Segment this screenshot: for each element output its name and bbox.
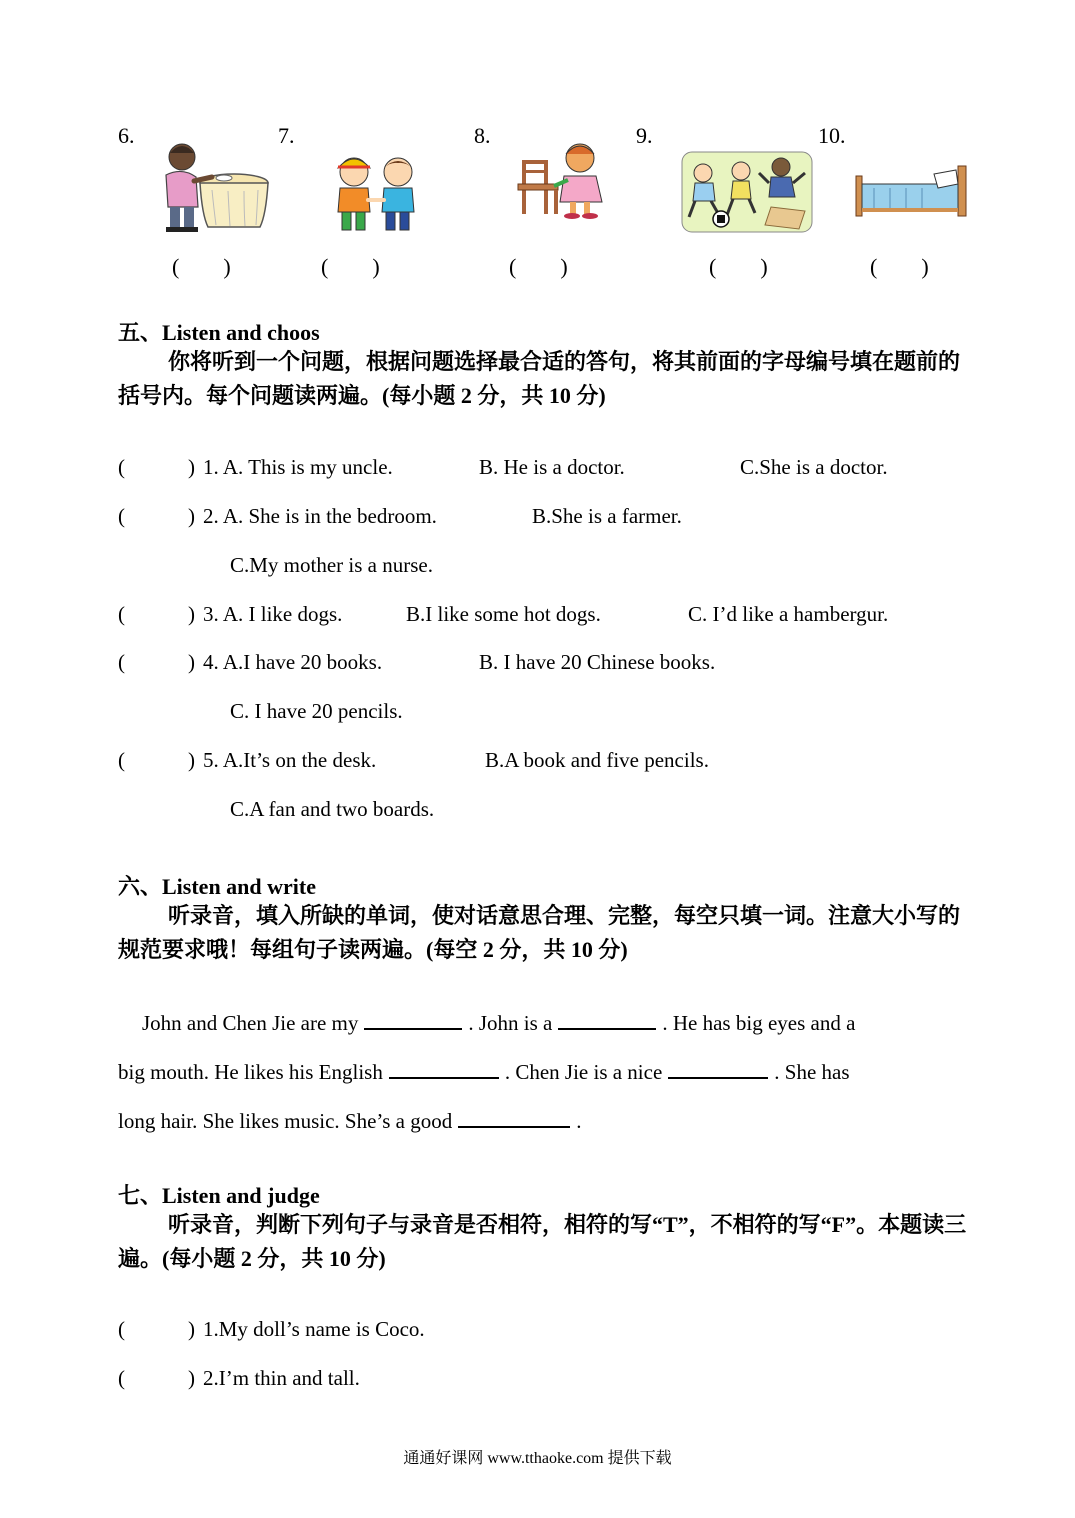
s6-blank-3[interactable] — [389, 1057, 499, 1079]
section6-instruction: 听录音，填入所缺的单词，使对话意思合理、完整，每空只填一词。注意大小写的规范要求哦！每组句子读两遍。(每空 2 分，共 10 分) — [118, 903, 961, 962]
picture-number-6: 6. — [118, 123, 135, 148]
s5-q1-close-paren: ) — [188, 455, 195, 479]
picture-number-7: 7. — [278, 123, 295, 148]
s6-blank-4[interactable] — [668, 1057, 768, 1079]
s5-q5-option-b: B.A book and five pencils. — [485, 748, 709, 772]
s5-q1-option-c: C.She is a doctor. — [740, 455, 888, 479]
s6-line2-text-a: big mouth. He likes his English — [118, 1060, 383, 1084]
s5-q2-option-a: 2. A. She is in the bedroom. — [203, 504, 437, 528]
s5-q1-option-b: B. He is a doctor. — [479, 455, 625, 479]
section7-title: 七、Listen and judge — [118, 1183, 320, 1208]
girl-with-chair-image — [514, 140, 618, 220]
s5-q5-option-c: C.A fan and two boards. — [230, 797, 435, 821]
picture-answer-paren-7[interactable]: ( ) — [321, 254, 380, 279]
s7-q2-close-paren: ) — [188, 1366, 195, 1390]
s6-line1-text-c: . He has big eyes and a — [662, 1011, 856, 1035]
s5-q3-close-paren: ) — [188, 602, 195, 626]
s5-q4-close-paren: ) — [188, 650, 195, 674]
s5-q1-open-paren[interactable]: ( — [118, 455, 125, 479]
s5-q4-open-paren[interactable]: ( — [118, 650, 125, 674]
waiter-at-table-image — [152, 135, 272, 235]
picture-answer-paren-6[interactable]: ( ) — [172, 254, 231, 279]
s7-q1-statement: 1.My doll’s name is Coco. — [203, 1317, 425, 1341]
s5-q5-open-paren[interactable]: ( — [118, 748, 125, 772]
picture-answer-paren-8[interactable]: ( ) — [509, 254, 568, 279]
s6-blank-5[interactable] — [458, 1106, 570, 1128]
s6-line-3 — [118, 1106, 963, 1134]
bed-image — [854, 164, 968, 218]
s5-q4-option-b: B. I have 20 Chinese books. — [479, 650, 716, 674]
s6-line2-text-b: . Chen Jie is a nice — [504, 1060, 663, 1084]
s6-line3-text-a: long hair. She likes music. She’s a good — [118, 1109, 453, 1133]
s5-q2-open-paren[interactable]: ( — [118, 504, 125, 528]
s5-q2-close-paren: ) — [188, 504, 195, 528]
s7-q2-open-paren[interactable]: ( — [118, 1366, 125, 1390]
picture-number-8: 8. — [474, 123, 491, 148]
section6-title: 六、Listen and write — [118, 874, 317, 899]
s6-line-2 — [118, 1057, 963, 1085]
s6-blank-2[interactable] — [558, 1008, 656, 1030]
kids-playing-football-image — [681, 151, 813, 233]
s6-blank-1[interactable] — [364, 1008, 462, 1030]
picture-answer-paren-9[interactable]: ( ) — [709, 254, 768, 279]
s5-q2-option-c: C.My mother is a nurse. — [230, 553, 433, 577]
section5-instruction: 你将听到一个问题，根据问题选择最合适的答句，将其前面的字母编号填在题前的括号内。每个问题读两遍。(每小题 2 分，共 10 分) — [118, 349, 961, 408]
picture-answer-paren-10[interactable]: ( ) — [870, 254, 929, 279]
s6-line-1 — [118, 1008, 963, 1036]
s6-line2-text-c: . She has — [774, 1060, 850, 1084]
section7-instruction: 听录音，判断下列句子与录音是否相符，相符的写“T”，不相符的写“F”。本题读三遍。(每小题 2 分，共 10 分) — [118, 1212, 967, 1271]
s6-line3-text-b: . — [576, 1109, 582, 1133]
s7-q1-open-paren[interactable]: ( — [118, 1317, 125, 1341]
page-footer: 通通好课网 www.tthaoke.com 提供下载 — [403, 1450, 672, 1467]
s5-q4-option-a: 4. A.I have 20 books. — [203, 650, 383, 674]
s5-q5-close-paren: ) — [188, 748, 195, 772]
s5-q3-open-paren[interactable]: ( — [118, 602, 125, 626]
s5-q5-option-a: 5. A.It’s on the desk. — [203, 748, 377, 772]
picture-number-10: 10. — [818, 123, 846, 148]
section5-title: 五、Listen and choos — [118, 320, 320, 345]
s5-q3-option-b: B.I like some hot dogs. — [406, 602, 601, 626]
s5-q4-option-c: C. I have 20 pencils. — [230, 699, 403, 723]
s5-q3-option-a: 3. A. I like dogs. — [203, 602, 343, 626]
s6-line1-text-b: . John is a — [468, 1011, 553, 1035]
s5-q3-option-c: C. I’d like a hambergur. — [688, 602, 889, 626]
s5-q2-option-b: B.She is a farmer. — [532, 504, 682, 528]
s5-q1-option-a: 1. A. This is my uncle. — [203, 455, 393, 479]
two-boys-image — [326, 150, 426, 236]
s7-q1-close-paren: ) — [188, 1317, 195, 1341]
s6-line1-text-a: John and Chen Jie are my — [142, 1011, 359, 1035]
picture-number-9: 9. — [636, 123, 653, 148]
s7-q2-statement: 2.I’m thin and tall. — [203, 1366, 360, 1390]
